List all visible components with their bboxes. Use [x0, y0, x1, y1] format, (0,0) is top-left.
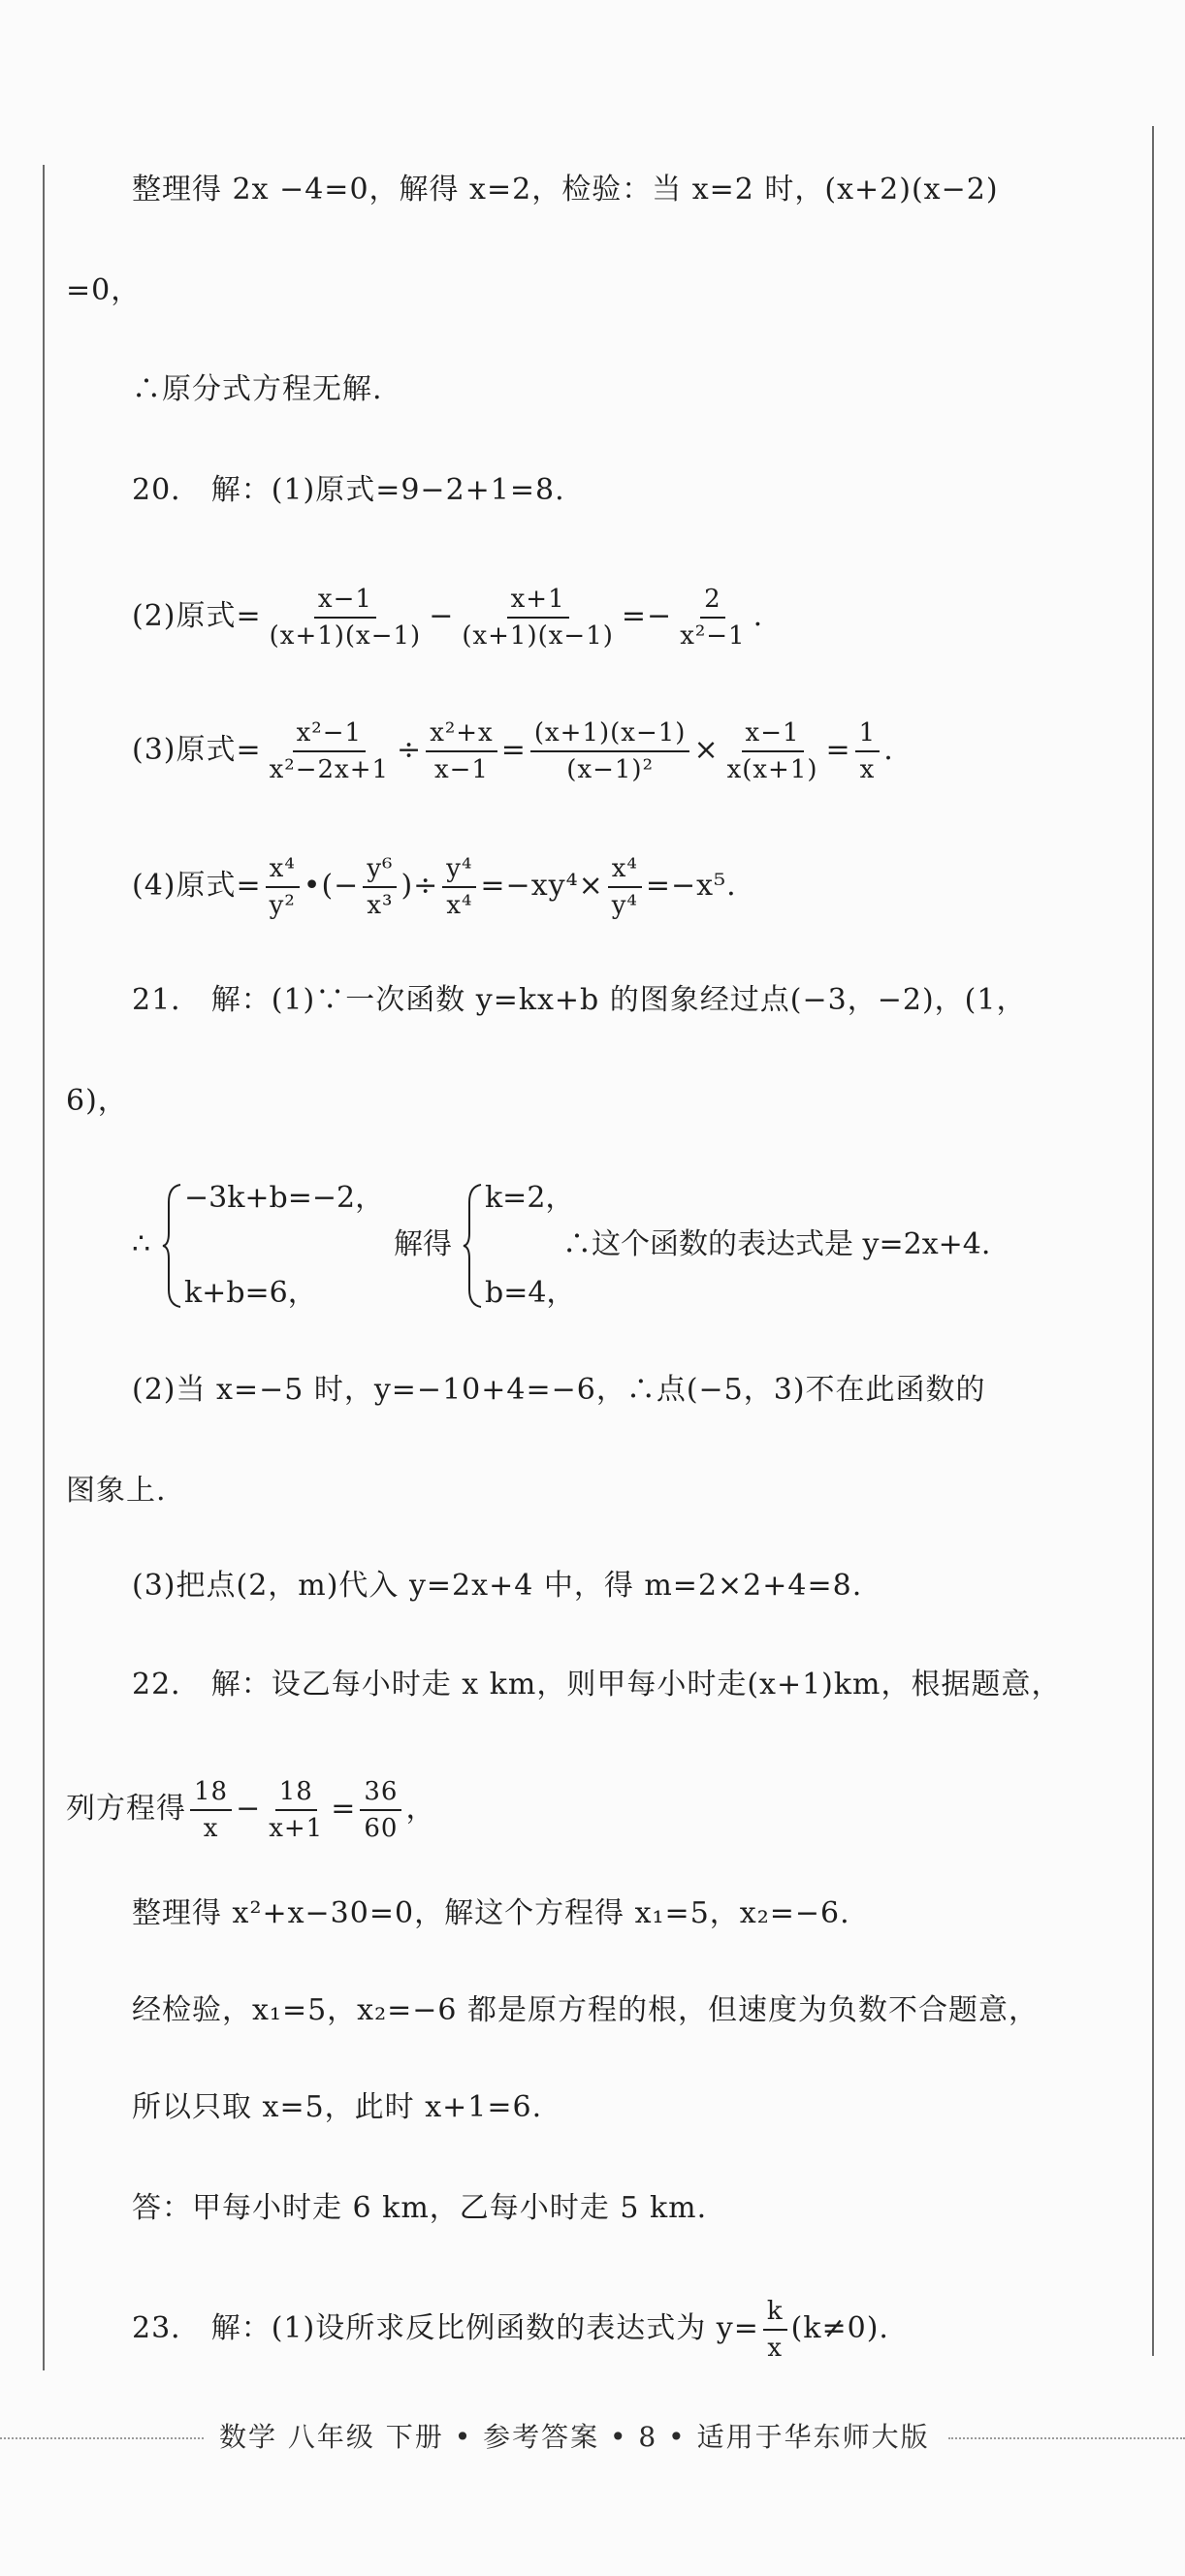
- text-line: 经检验，x₁=5，x₂=−6 都是原方程的根，但速度为负数不合题意，: [132, 1993, 1040, 2027]
- footer-dotted-rule: [0, 2437, 204, 2439]
- equation-prefix: 23． 解：(1)设所求反比例函数的表达式为 y=: [132, 2311, 759, 2345]
- fraction: $\frac{\text{y⁶}}{\text{x³}}$: [363, 853, 397, 921]
- solve-label: 解得: [394, 1227, 452, 1261]
- system-equation: k+b=6，: [184, 1276, 317, 1310]
- equation-line: (2)原式= $\frac{x-1}{(x+1)(x-1)}$ − $\frac{x+1}{(x+1)(x-1)}$ =− $\frac{2}{\text{x²−1}}$ .: [132, 585, 764, 651]
- text-line: 所以只取 x=5，此时 x+1=6.: [132, 2090, 543, 2124]
- fraction: $\frac{18}{x}$: [190, 1776, 232, 1844]
- equation-prefix: (4)原式=: [132, 869, 262, 903]
- page-footer: 数学 八年级 下册 • 参考答案 • 8 • 适用于华东师大版: [219, 2421, 930, 2453]
- fraction: $\frac{(x+1)(x-1)}{\text{(x−1)²}}$: [530, 717, 690, 785]
- equation-line: 列方程得 $\frac{18}{x}$ − $\frac{18}{x+1}$ = $\frac{36}{60}$ ，: [66, 1777, 436, 1843]
- fraction: $\frac{x-1}{(x+1)(x-1)}$: [269, 585, 422, 651]
- fraction: $\frac{\text{x²−1}}{\text{x²−2x+1}}$: [269, 718, 390, 784]
- fraction: $\frac{x+1}{(x+1)(x-1)}$: [462, 585, 614, 651]
- system-solution: b=4，: [485, 1276, 576, 1310]
- equation-prefix: (2)原式=: [132, 599, 262, 633]
- left-brace: [161, 1183, 182, 1309]
- text-line: 22． 解：设乙每小时走 x km，则甲每小时走(x+1)km，根据题意，: [132, 1668, 1062, 1701]
- fraction: $\frac{36}{60}$: [360, 1776, 401, 1844]
- equation-prefix: (3)原式=: [132, 733, 262, 767]
- fraction: $\frac{\text{x²+x}}{x-1}$: [426, 717, 497, 785]
- text-line: 图象上.: [66, 1474, 167, 1508]
- equation-line: (4)原式= $\frac{\text{x⁴}}{\text{y²}}$ •(− $\frac{\text{y⁶}}{\text{x³}}$ )÷ $\frac{\text{y⁴}}{\text{x⁴}}$ =−xy⁴× $\frac{\text{x⁴}}{\text{y⁴}}$ =−x⁵.: [132, 854, 737, 920]
- fraction: $\frac{k}{x}$: [763, 2296, 787, 2364]
- equation-line: 23． 解：(1)设所求反比例函数的表达式为 y= $\frac{k}{x}$ (k≠0).: [132, 2297, 889, 2363]
- therefore-symbol: ∴: [132, 1227, 151, 1261]
- text-line: 6)，: [66, 1084, 128, 1118]
- system-solution: k=2，: [485, 1181, 575, 1215]
- text-line: 答：甲每小时走 6 km，乙每小时走 5 km.: [132, 2191, 708, 2225]
- left-margin-rule: [43, 165, 45, 2370]
- fraction: $\frac{x-1}{x(x+1)}$: [726, 718, 818, 784]
- system-equation: −3k+b=−2，: [184, 1181, 385, 1215]
- fraction: $\frac{\text{y⁴}}{\text{x⁴}}$: [442, 853, 476, 921]
- text-line: =0，: [66, 273, 142, 307]
- equation-line: (3)原式= $\frac{\text{x²−1}}{\text{x²−2x+1}}$ ÷ $\frac{\text{x²+x}}{x-1}$ = $\frac{(x+1)(x-1)}{\text{(x−1)²}}$ × $\frac{x-1}{x(x+1)}$ = $\frac{1}{x}$ .: [132, 718, 894, 784]
- text-line: 整理得 x²+x−30=0，解这个方程得 x₁=5，x₂=−6.: [132, 1896, 850, 1930]
- text-line: (2)当 x=−5 时，y=−10+4=−6，∴点(−5，3)不在此函数的: [132, 1373, 986, 1407]
- text-line: 整理得 2x −4=0，解得 x=2，检验：当 x=2 时，(x+2)(x−2): [132, 173, 999, 207]
- text-line: (3)把点(2，m)代入 y=2x+4 中，得 m=2×2+4=8.: [132, 1569, 863, 1603]
- conclusion-text: ∴这个函数的表达式是 y=2x+4.: [562, 1227, 991, 1261]
- left-brace: [462, 1183, 483, 1309]
- fraction: $\frac{\text{x⁴}}{\text{y²}}$: [266, 853, 300, 921]
- text-line: 21． 解：(1)∵一次函数 y=kx+b 的图象经过点(−3，−2)，(1，: [132, 983, 1027, 1017]
- fraction: $\frac{\text{x⁴}}{\text{y⁴}}$: [608, 853, 642, 921]
- fraction: $\frac{18}{x+1}$: [269, 1777, 324, 1843]
- right-margin-rule: [1152, 126, 1154, 2356]
- text-line: ∴原分式方程无解.: [132, 372, 383, 406]
- text-line: 20． 解：(1)原式=9−2+1=8.: [132, 473, 565, 507]
- fraction: $\frac{1}{x}$: [855, 717, 881, 785]
- footer-dotted-rule: [948, 2437, 1185, 2439]
- equation-prefix: 列方程得: [66, 1792, 186, 1826]
- fraction: $\frac{2}{\text{x²−1}}$: [680, 585, 746, 651]
